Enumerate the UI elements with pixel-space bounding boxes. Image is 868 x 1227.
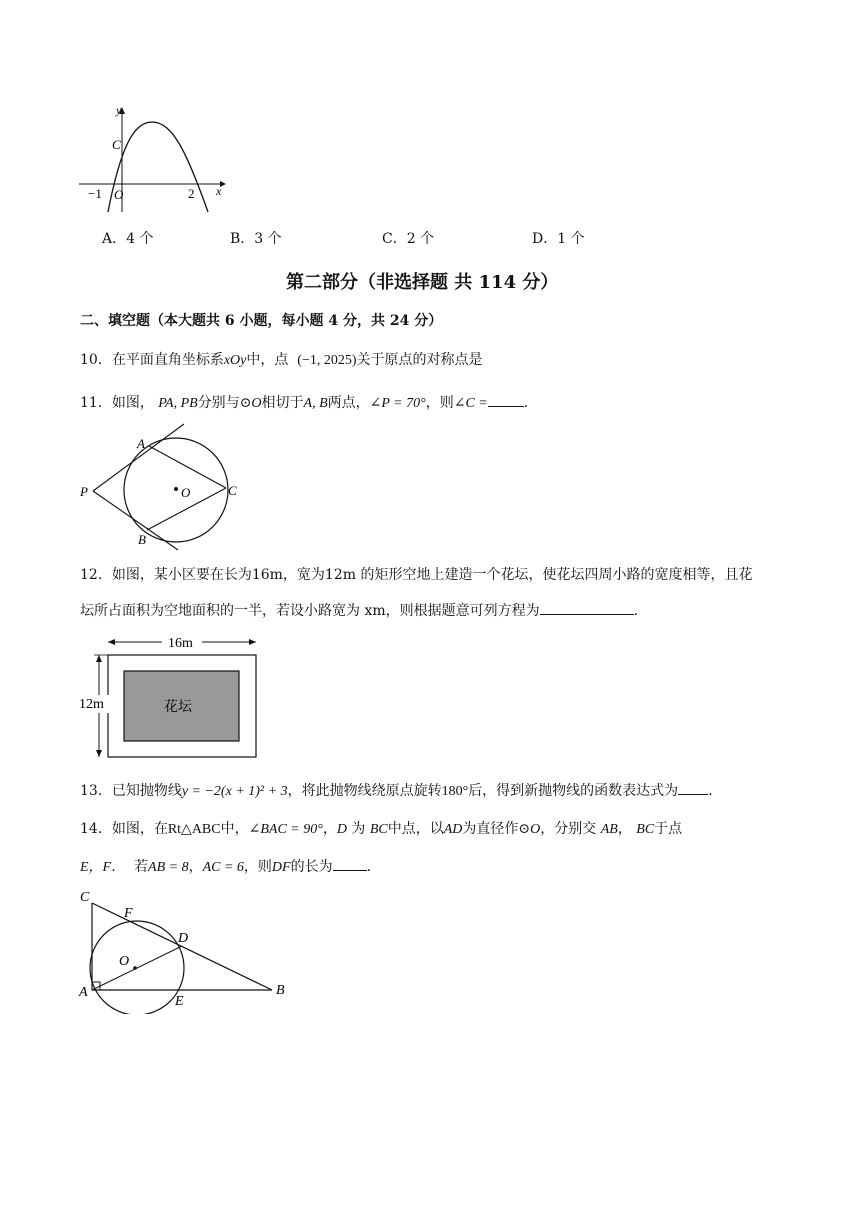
x-axis-label: x [216,184,222,198]
center-o-label: O [119,954,130,969]
question-14-line2: E，F． 若AB = 8，AC = 6，则DF的长为 . [80,856,371,878]
y-axis-label: y [116,103,122,117]
choice-a: A．4 个 [102,231,154,247]
point-c-label: C [112,137,121,152]
center-o-label: O [181,485,191,500]
choice-d: D．1 个 [532,231,585,247]
point-c-label: C [80,890,90,905]
point-a-label: A [79,985,88,1000]
question-14-line1: 14．如图，在Rt△ABC中，∠BAC = 90°，D 为 BC中点，以AD为直径作⊙O，分别交 AB， BC于点 [80,821,683,837]
question-12-line2: 坛所占面积为空地面积的一半，若设小路宽为 xm，则根据题意可列方程为 . [80,600,638,621]
point-e-label: E [175,994,184,1009]
parabola-figure [74,100,234,220]
answer-blank [678,780,708,795]
answer-blank [540,600,634,615]
answer-blank [488,392,524,407]
question-12-line1: 12．如图，某小区要在长为16m，宽为12m 的矩形空地上建造一个花坛，使花坛四周小路的宽度相等，且花 [80,567,753,583]
tick-two: 2 [188,186,195,201]
point-b-label: B [138,532,146,547]
point-c-label: C [228,483,237,498]
choice-c: C．2 个 [382,231,435,247]
tangent-circle-figure [76,418,256,552]
point-p-label: P [80,484,88,499]
question-13: 13．已知抛物线y = −2(x + 1)² + 3，将此抛物线绕原点旋转180°后，得到新抛物线的函数表达式为 . [80,780,713,802]
rectangle-figure [76,630,266,762]
height-label: 12m [79,697,104,712]
width-label: 16m [168,636,193,651]
origin-label: O [114,187,124,202]
question-10: 10．在平面直角坐标系xOy中，点 (−1, 2025)关于原点的对称点是 [80,352,483,368]
part-title: 第二部分（非选择题 共 114 分） [286,272,559,293]
point-f-label: F [124,906,133,921]
section-title: 二、填空题（本大题共 6 小题，每小题 4 分，共 24 分） [80,313,443,329]
choice-b: B．3 个 [230,231,282,247]
point-d-label: D [178,931,189,946]
right-triangle-figure [74,884,294,1014]
point-a-label: A [137,436,145,451]
tick-minus-one: −1 [88,186,102,201]
question-11: 11．如图， PA, PB分别与⊙O相切于A, B两点，∠P = 70°，则∠C = . [80,392,528,414]
flower-bed-label: 花坛 [164,700,192,715]
answer-blank [333,856,367,871]
point-b-label: B [276,983,285,998]
